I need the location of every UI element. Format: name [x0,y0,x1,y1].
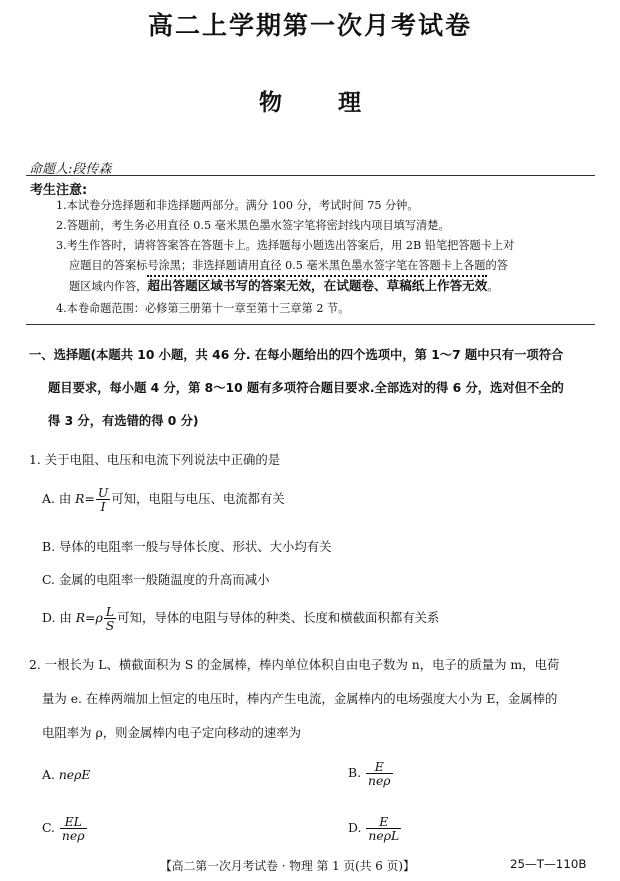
notice-text: 题区域内作答， [69,280,148,293]
q1-option-c: C. 金属的电阻率一般随温度的升高而减小 [42,572,270,587]
footer-title: 【高二第一次月考试卷 · 物理 第 1 页(共 6 页)】 [160,859,415,873]
fraction-denominator: I [100,499,106,514]
fraction [60,815,87,842]
math-symbol: R [75,491,85,506]
section-heading-continued: 题目要求，每小题 4 分，第 8～10 题有多项符合题目要求.全部选对的得 6 分，选对但不全的 [48,381,564,395]
question-1-stem: 1. 关于电阻、电压和电流下列说法中正确的是 [29,452,281,467]
fraction-numerator: EL [60,815,87,829]
fraction-denominator: neρ [367,773,391,788]
q2-option-d [348,815,402,842]
option-label: C. [42,820,59,835]
author-line: 命题人:段传森 [29,162,112,177]
q1-option-b: B. 导体的电阻率一般与导体长度、形状、大小均有关 [42,539,332,554]
option-text: 可知，导体的电阻与导体的种类、长度和横截面积都有关系 [117,610,440,625]
equals-sign: = [85,610,96,625]
option-label: D. [348,820,366,835]
fraction-denominator: neρL [368,828,400,843]
q2-option-c [42,815,88,842]
q1-option-d [42,605,439,632]
exam-title: 高二上学期第一次月考试卷 [147,11,472,40]
equals-sign: = [84,491,95,506]
footer-code: 25—T—110B [510,857,587,871]
question-2-stem-continued: 量为 e. 在棒两端加上恒定的电压时，棒内产生电流，金属棒内的电场强度大小为 E，金属棒的 [42,691,558,706]
notice-item-continued [69,276,499,297]
notice-item: 2.答题前，考生务必用直径 0.5 毫米黑色墨水签字笔将密封线内项目填写清楚。 [56,219,450,232]
q2-option-b [348,760,394,787]
math-expression: neρE [58,767,91,782]
math-symbol: ρ [95,610,103,625]
fraction-numerator: U [97,485,109,500]
notice-item: 3.考生作答时，请将答案答在答题卡上。选择题每小题选出答案后，用 2B 铅笔把答题卡上对 [56,239,515,252]
option-label: A. [42,767,59,782]
option-label: D. 由 [42,610,76,625]
section-heading-continued: 得 3 分，有选错的得 0 分) [48,414,199,428]
notice-item: 1.本试卷分选择题和非选择题两部分。满分 100 分，考试时间 75 分钟。 [56,199,419,212]
section-heading: 一、选择题(本题共 10 小题，共 46 分. 在每小题给出的四个选项中，第 1～7 题中只有一项符合 [29,348,564,362]
notice-emphasis: 超出答题区域书写的答案无效，在试题卷、草稿纸上作答无效 [147,275,487,293]
notice-text: 。 [487,280,499,293]
top-divider [26,175,595,176]
q1-option-a [42,486,285,513]
question-2-stem-continued: 电阻率为 ρ，则金属棒内电子定向移动的速率为 [42,725,302,740]
fraction-denominator: neρ [61,828,85,843]
fraction [366,760,393,787]
fraction [366,815,401,842]
option-label: B. [348,765,365,780]
math-symbol: R [75,610,86,625]
question-2-stem: 2. 一根长为 L、横截面积为 S 的金属棒，棒内单位体积自由电子数为 n，电子的质量为 m，电荷 [29,657,560,672]
notice-box [26,178,595,325]
fraction [96,486,110,513]
notice-item: 4.本卷命题范围：必修第三册第十一章至第十三章第 2 节。 [56,302,350,315]
option-label: A. 由 [42,491,76,506]
option-text: 可知，电阻与电压、电流都有关 [111,491,285,506]
fraction-denominator: S [105,618,115,633]
q2-option-a [42,767,90,782]
fraction [104,605,117,632]
notice-item-continued: 应题目的答案标号涂黑；非选择题请用直径 0.5 毫米黑色墨水签字笔在答题卡上各题的答 [69,259,508,272]
fraction-numerator: L [104,605,117,619]
fraction-numerator: E [366,815,401,829]
fraction-numerator: E [366,760,393,774]
subject-title: 物 理 [258,90,361,116]
notice-title: 考生注意: [30,183,88,198]
